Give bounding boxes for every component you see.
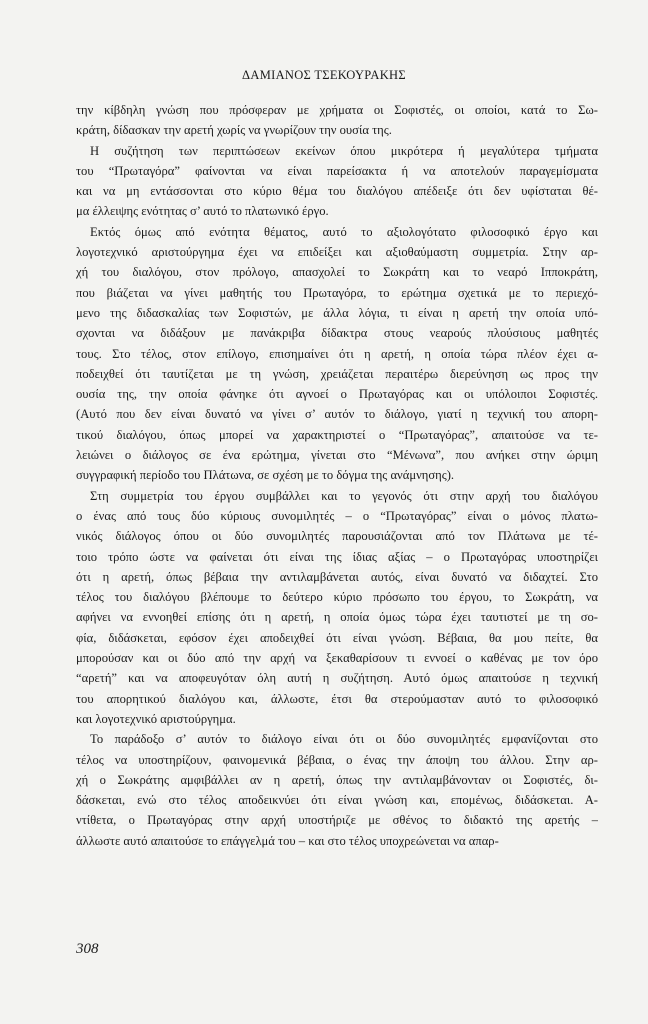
text-line: σχονται να διδάξουν με πανάκριβα δίδακτρα στους νεαρούς πλούσιους μαθητές: [76, 326, 598, 341]
paragraph: [76, 486, 598, 730]
text-line: λογοτεχνικό αριστούργημα έχει να επιδείξει και αξιοθαύμαστη συμμετρία. Στην αρ-: [76, 245, 598, 260]
paragraph: [76, 222, 598, 486]
text-line: και να μη εντάσσονται στο κύριο θέμα του διαλόγου απέδειξε ότι δεν υφίσταται θέ-: [76, 184, 598, 199]
text-line: τους. Στο τέλος, στον επίλογο, επισημαίνει ότι η αρετή, η οποία τώρα πλέον έχει α-: [76, 346, 598, 361]
text-line: ουσία της, την οποία φάνηκε ότι αγνοεί ο Πρωταγόρας και οι υπόλοιποι Σοφιστές.: [76, 387, 598, 402]
text-line: “αρετή” και να αποφευγόταν όλη αυτή η συζήτηση. Αυτό όμως απαιτούσε η τεχνική: [76, 671, 598, 686]
text-line: μπορούσαν και οι δύο από την αρχή να ξεκαθαρίσουν τι εννοεί ο καθένας με τον όρο: [76, 651, 598, 666]
text-line: του απορητικού διαλόγου και, άλλωστε, έτσι θα στερούμασταν αυτό το φιλοσοφικό: [76, 691, 598, 706]
text-line: τέλος του διαλόγου βλέπουμε το δεύτερο κύριο πρόσωπο του έργου, το Σωκράτη, να: [76, 590, 598, 605]
text-line: χή ο Σωκράτης αμφιβάλλει αν η αρετή, όπως την αντιλαμβάνονταν οι Σοφιστές, δι-: [76, 772, 598, 787]
running-head: ΔΑΜΙΑΝΟΣ ΤΣΕΚΟΥΡΑΚΗΣ: [242, 68, 406, 82]
text-line: μενο της διδασκαλίας των Σοφιστών, με άλλα λόγια, τι είναι η αρετή την οποία υπό-: [76, 305, 598, 320]
text-line: δάσκεται, ενώ στο τέλος αποδεικνύει ότι είναι γνώση και, επομένως, διδάσκεται. Α-: [76, 793, 598, 808]
paragraph: [76, 729, 598, 851]
text-line: χή του διαλόγου, στον πρόλογο, απασχολεί το Σωκράτη και το νεαρό Ιπποκράτη,: [76, 265, 598, 280]
text-line: κράτη, δίδασκαν την αρετή χωρίς να γνωρίζουν την ουσία της.: [76, 123, 392, 138]
text-line: τικού διαλόγου, όπως μπορεί να χαρακτηριστεί ο “Πρωταγόρας”, απαιτούσε να τε-: [76, 427, 598, 442]
body-text: [76, 100, 598, 851]
text-line: Το παράδοξο σ’ αυτόν το διάλογο είναι ότι οι δύο συνομιλητές εμφανίζονται στο: [90, 732, 598, 747]
text-line: Στη συμμετρία του έργου συμβάλλει και το γεγονός ότι στην αρχή του διαλόγου: [90, 488, 598, 503]
text-line: που βιάζεται να γίνει μαθητής του Πρωταγόρα, το ερώτημα σχετικά με το περιεχό-: [76, 285, 598, 300]
text-line: αφήνει να εννοηθεί επίσης ότι η αρετή, η οποία όμως τώρα έχει ταυτιστεί με τη σο-: [76, 610, 598, 625]
text-line: ότι η αρετή, όπως βέβαια την αντιλαμβάνεται αυτός, είναι δυνατό να διδαχτεί. Στο: [76, 569, 598, 584]
text-line: την κίβδηλη γνώση που πρόσφεραν με χρήματα οι Σοφιστές, οι οποίοι, κατά το Σω-: [76, 103, 598, 117]
text-line: (Αυτό που δεν είναι δυνατό να γίνει σ’ αυτόν το διάλογο, γιατί η τεχνική του απορη-: [76, 407, 598, 422]
text-line: του “Πρωταγόρα” φαίνονται να είναι παρείσακτα ή να αποτελούν παραγεμίσματα: [76, 163, 598, 178]
text-line: λειώνει ο διάλογος σε ένα ερώτημα, γίνεται στο “Μένωνα”, που ανήκει στην ώριμη: [76, 448, 598, 463]
text-line: νικός διάλογος όπου οι δύο συνομιλητές παρουσιάζονται από τον Πλάτωνα με τέ-: [76, 529, 598, 544]
text-line: Εκτός όμως από ενότητα θέματος, αυτό το αξιολογότατο φιλοσοφικό έργο και: [90, 224, 598, 239]
text-line: τοιο τρόπο ώστε να φαίνεται ότι είναι της ίδιας αξίας – ο Πρωταγόρας υποστηρίζει: [76, 549, 598, 564]
text-line: φία, διδάσκεται, εφόσον έχει αποδειχθεί ότι είναι γνώση. Βέβαια, θα μου πείτε, θα: [76, 630, 598, 645]
text-line: τέλος να υποστηρίζουν, φαινομενικά βέβαια, ο ένας την άποψη του άλλου. Στην αρ-: [76, 752, 598, 767]
paragraph: [76, 141, 598, 222]
text-line: άλλωστε αυτό απαιτούσε το επάγγελμά του – και στο τέλος υποχρεώνεται να απαρ-: [76, 833, 499, 848]
paragraph: [76, 100, 598, 141]
text-line: Η συζήτηση των περιπτώσεων εκείνων όπου μικρότερα ή μεγαλύτερα τμήματα: [90, 143, 598, 158]
text-line: μα έλλειψης ενότητας σ’ αυτό το πλατωνικό έργο.: [76, 204, 329, 219]
text-line: ο ένας από τους δύο κύριους συνομιλητές – ο “Πρωταγόρας” είναι ο μόνος πλατω-: [76, 508, 598, 523]
text-line: ποδειχθεί ότι ταυτίζεται με τη γνώση, χρειάζεται περαιτέρω διερεύνηση ως προς την: [76, 366, 598, 381]
text-line: συγγραφική περίοδο του Πλάτωνα, σε σχέση με το δόγμα της ανάμνησης).: [76, 468, 455, 483]
text-line: και λογοτεχνικό αριστούργημα.: [76, 711, 236, 726]
text-line: ντίθετα, ο Πρωταγόρας στην αρχή υποστήριζε με σθένος το διδακτό της αρετής –: [76, 813, 598, 828]
page-number: 308: [76, 941, 99, 957]
